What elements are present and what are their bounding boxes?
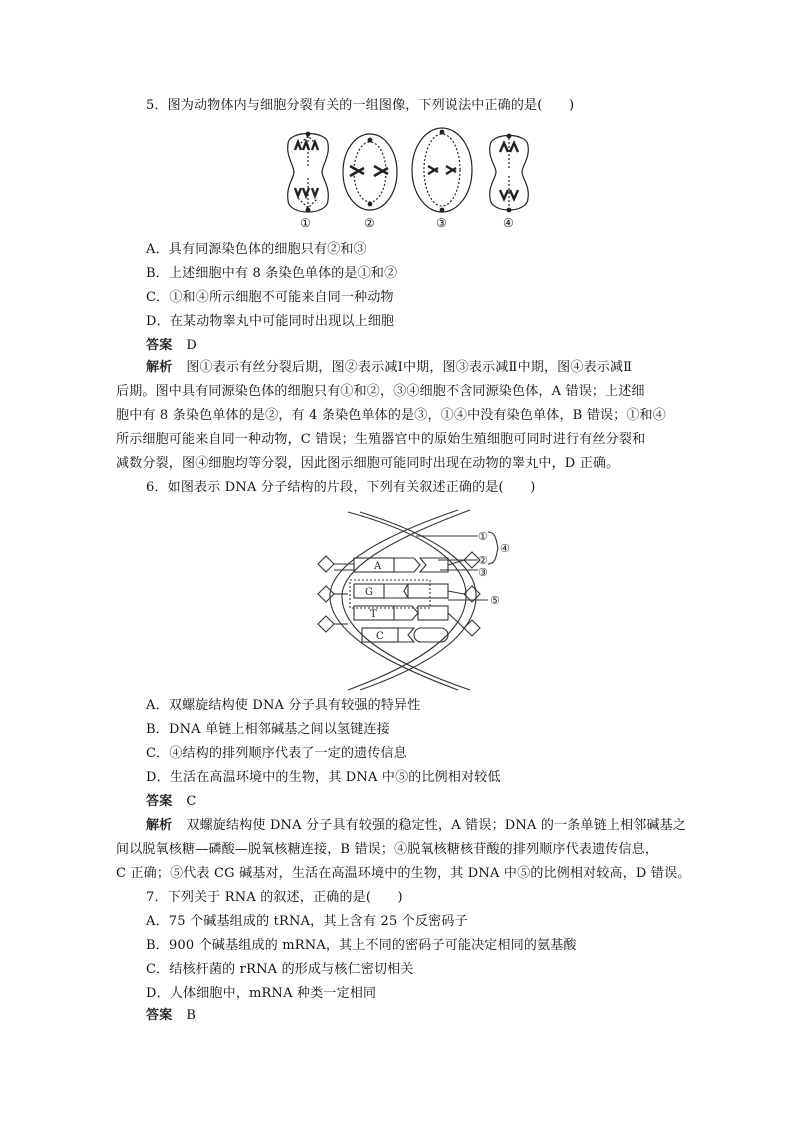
marker-1: ① — [478, 530, 488, 543]
answer-label: 答案 — [146, 1008, 173, 1023]
q5-analysis-line-3: 胞中有 8 条染色单体的是②，有 4 条染色单体的是③，①④中没有染色单体，B 错误；①和④ — [116, 408, 666, 423]
fig-label-4: ④ — [503, 216, 514, 230]
analysis-label: 解析 — [146, 818, 173, 833]
base-t: T — [370, 609, 377, 620]
answer-value: D — [186, 338, 198, 353]
cell-4 — [490, 134, 529, 212]
dna-structure-diagram — [308, 504, 524, 692]
cell-3 — [412, 128, 472, 212]
q7-option-b: B．900 个碱基组成的 mRNA，其上不同的密码子可能决定相同的氨基酸 — [146, 938, 577, 953]
marker-5: ⑤ — [490, 594, 500, 607]
base-a: A — [374, 561, 382, 572]
marker-4: ④ — [500, 542, 510, 555]
cell-2 — [343, 134, 397, 210]
q7-option-c: C．结核杆菌的 rRNA 的形成与核仁密切相关 — [146, 962, 414, 977]
q7-option-a: A．75 个碱基组成的 tRNA，其上含有 25 个反密码子 — [146, 914, 468, 929]
q5-option-c: C．①和④所示细胞不可能来自同一种动物 — [146, 290, 394, 305]
q6-analysis-line-2: 间以脱氧核糖—磷酸—脱氧核糖连接，B 错误；④脱氧核糖核苷酸的排列顺序代表遗传信息， — [116, 842, 659, 857]
q5-analysis-line-2: 后期。图中具有同源染色体的细胞只有①和②，③④细胞不含同源染色体，A 错误；上述细 — [116, 384, 645, 399]
q6-stem: 6．如图表示 DNA 分子结构的片段，下列有关叙述正确的是( ) — [146, 480, 536, 495]
analysis-label: 解析 — [146, 360, 173, 375]
q6-option-b: B．DNA 单链上相邻碱基之间以氢键连接 — [146, 722, 390, 737]
marker-3: ③ — [478, 566, 488, 579]
q5-stem: 5．图为动物体内与细胞分裂有关的一组图像，下列说法中正确的是( ) — [146, 98, 575, 113]
q6-answer-line — [146, 792, 197, 812]
q5-analysis-line-4: 所示细胞可能来自同一种动物，C 错误；生殖器官中的原始生殖细胞可同时进行有丝分裂和 — [116, 432, 646, 447]
analysis-text: 双螺旋结构使 DNA 分子具有较强的稳定性，A 错误；DNA 的一条单链上相邻碱基之 — [186, 818, 687, 833]
q5-option-b: B．上述细胞中有 8 条染色单体的是①和② — [146, 266, 398, 281]
q5-option-a: A．具有同源染色体的细胞只有②和③ — [146, 242, 367, 257]
q6-analysis-line-1 — [146, 816, 686, 836]
fig-label-2: ② — [364, 216, 375, 230]
q5-answer-line — [146, 336, 197, 356]
answer-label: 答案 — [146, 338, 173, 353]
q6-option-d: D．生活在高温环境中的生物，其 DNA 中⑤的比例相对较低 — [146, 770, 501, 785]
fig-label-3: ③ — [436, 216, 447, 230]
answer-value: C — [186, 794, 197, 809]
q6-dna-figure — [308, 504, 524, 692]
q6-option-a: A．双螺旋结构使 DNA 分子具有较强的特异性 — [146, 698, 421, 713]
q5-analysis-line-1 — [146, 358, 632, 378]
analysis-text: 图①表示有丝分裂后期，图②表示减Ⅰ中期，图③表示减Ⅱ中期，图④表示减Ⅱ — [186, 360, 633, 375]
base-c: C — [376, 631, 384, 642]
q6-option-c: C．④结构的排列顺序代表了一定的遗传信息 — [146, 746, 407, 761]
cell-1 — [288, 132, 329, 212]
answer-value: B — [186, 1008, 197, 1023]
q5-analysis-line-5: 减数分裂，图④细胞均等分裂，因此图示细胞可能同时出现在动物的睾丸中，D 正确。 — [116, 456, 620, 471]
q5-cell-division-figure — [278, 126, 548, 234]
base-g: G — [365, 587, 373, 598]
q6-analysis-line-3: C 正确；⑤代表 CG 碱基对，生活在高温环境中的生物，其 DNA 中⑤的比例相对较高，D 错误。 — [116, 866, 691, 881]
q7-option-d: D．人体细胞中，mRNA 种类一定相同 — [146, 986, 377, 1001]
fig-label-1: ① — [300, 216, 311, 230]
marker-2: ② — [478, 554, 488, 567]
q7-answer-line — [146, 1006, 196, 1026]
q7-stem: 7．下列关于 RNA 的叙述，正确的是( ) — [146, 890, 403, 905]
answer-label: 答案 — [146, 794, 173, 809]
q5-option-d: D．在某动物睾丸中可能同时出现以上细胞 — [146, 314, 395, 329]
